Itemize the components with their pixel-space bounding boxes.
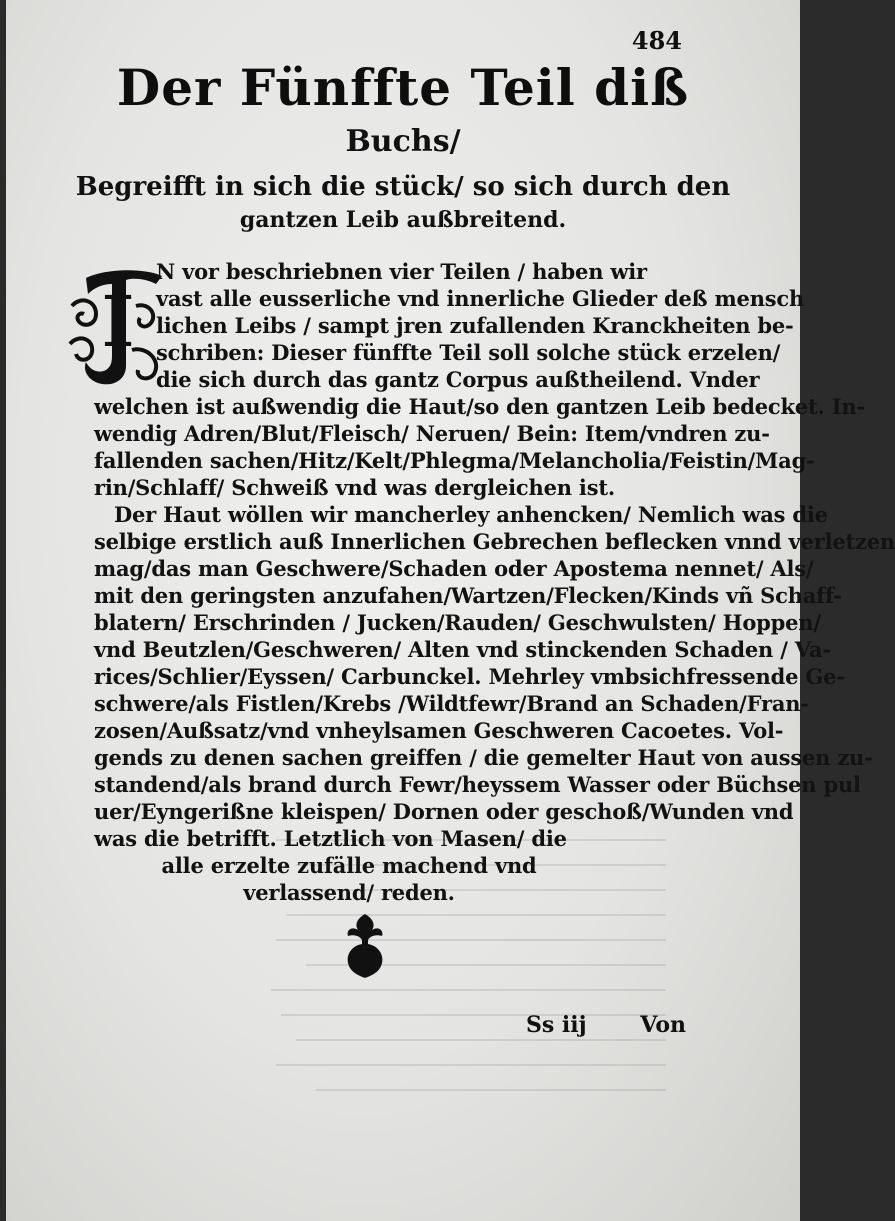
body-line: lichen Leibs / sampt jren zufallenden Kranckheiten be- [156, 313, 794, 338]
subtitle-line1: Begreifft in sich die stück/ so sich durch den [75, 172, 731, 202]
body-line: zosen/Außsatz/vnd vnheylsamen Geschweren Cacoetes. Vol- [94, 718, 784, 743]
body-line: Der Haut wöllen wir mancherley anhencken/ Nemlich was die [114, 502, 828, 527]
body-line: gends zu denen sachen greiffen / die gemelter Haut von aussen zu- [94, 745, 873, 770]
body-line: rin/Schlaff/ Schweiß vnd was dergleichen ist. [94, 475, 615, 500]
catchword-line [526, 1012, 686, 1038]
body-line: mag/das man Geschwere/Schaden oder Apostema nennet/ Als/ [94, 556, 814, 581]
show-through-top [266, 20, 646, 60]
body-line: rices/Schlier/Eyssen/ Carbunckel. Mehrley vmbsichfressende Ge- [94, 664, 845, 689]
catchword: Von [640, 1012, 686, 1038]
body-line: vnd Beutzlen/Geschweren/ Alten vnd stinckenden Schaden / Va- [94, 637, 831, 662]
body-line: verlassend/ reden. [243, 880, 455, 905]
body-line: vast alle eusserliche vnd innerliche Glieder deß mensch [156, 286, 805, 311]
body-line: standend/als brand durch Fewr/heyssem Wasser oder Büchsen pul [94, 772, 861, 797]
body-line: was die betrifft. Letztlich von Masen/ die [94, 826, 567, 851]
page-title: Der Fünffte Teil diß [116, 58, 690, 117]
body-line: fallenden sachen/Hitz/Kelt/Phlegma/Melancholia/Feistin/Mag- [94, 448, 815, 473]
body-line: schwere/als Fistlen/Krebs /Wildtfewr/Brand an Schaden/Fran- [94, 691, 809, 716]
book-page [6, 0, 895, 1221]
page-number: 484 [631, 26, 682, 55]
body-line: schriben: Dieser fünffte Teil soll solche stück erzelen/ [156, 340, 781, 365]
body-line: uer/Eyngerißne kleispen/ Dornen oder geschoß/Wunden vnd [94, 799, 794, 824]
body-line: die sich durch das gantz Corpus außtheilend. Vnder [156, 367, 760, 392]
body-line: blatern/ Erschrinden / Jucken/Rauden/ Geschwulsten/ Hoppen/ [94, 610, 821, 635]
signature-mark: Ss iij [526, 1012, 587, 1038]
subtitle-line2: gantzen Leib außbreitend. [239, 207, 567, 233]
body-line: welchen ist außwendig die Haut/so den gantzen Leib bedecket. In- [94, 394, 865, 419]
page-title-line2: Buchs/ [345, 124, 461, 159]
body-line: alle erzelte zufälle machend vnd [161, 853, 537, 878]
leaf-ornament-icon [342, 910, 388, 980]
body-line: selbige erstlich auß Innerlichen Gebrechen beflecken vnnd verletzen [94, 529, 895, 554]
body-line: mit den geringsten anzufahen/Wartzen/Flecken/Kinds vñ Schaff- [94, 583, 842, 608]
body-line: N vor beschriebnen vier Teilen / haben wir [156, 259, 647, 284]
body-line: wendig Adren/Blut/Fleisch/ Neruen/ Bein: Item/vndren zu- [94, 421, 770, 446]
initial-letter: I [101, 280, 135, 363]
body-text [94, 258, 895, 906]
